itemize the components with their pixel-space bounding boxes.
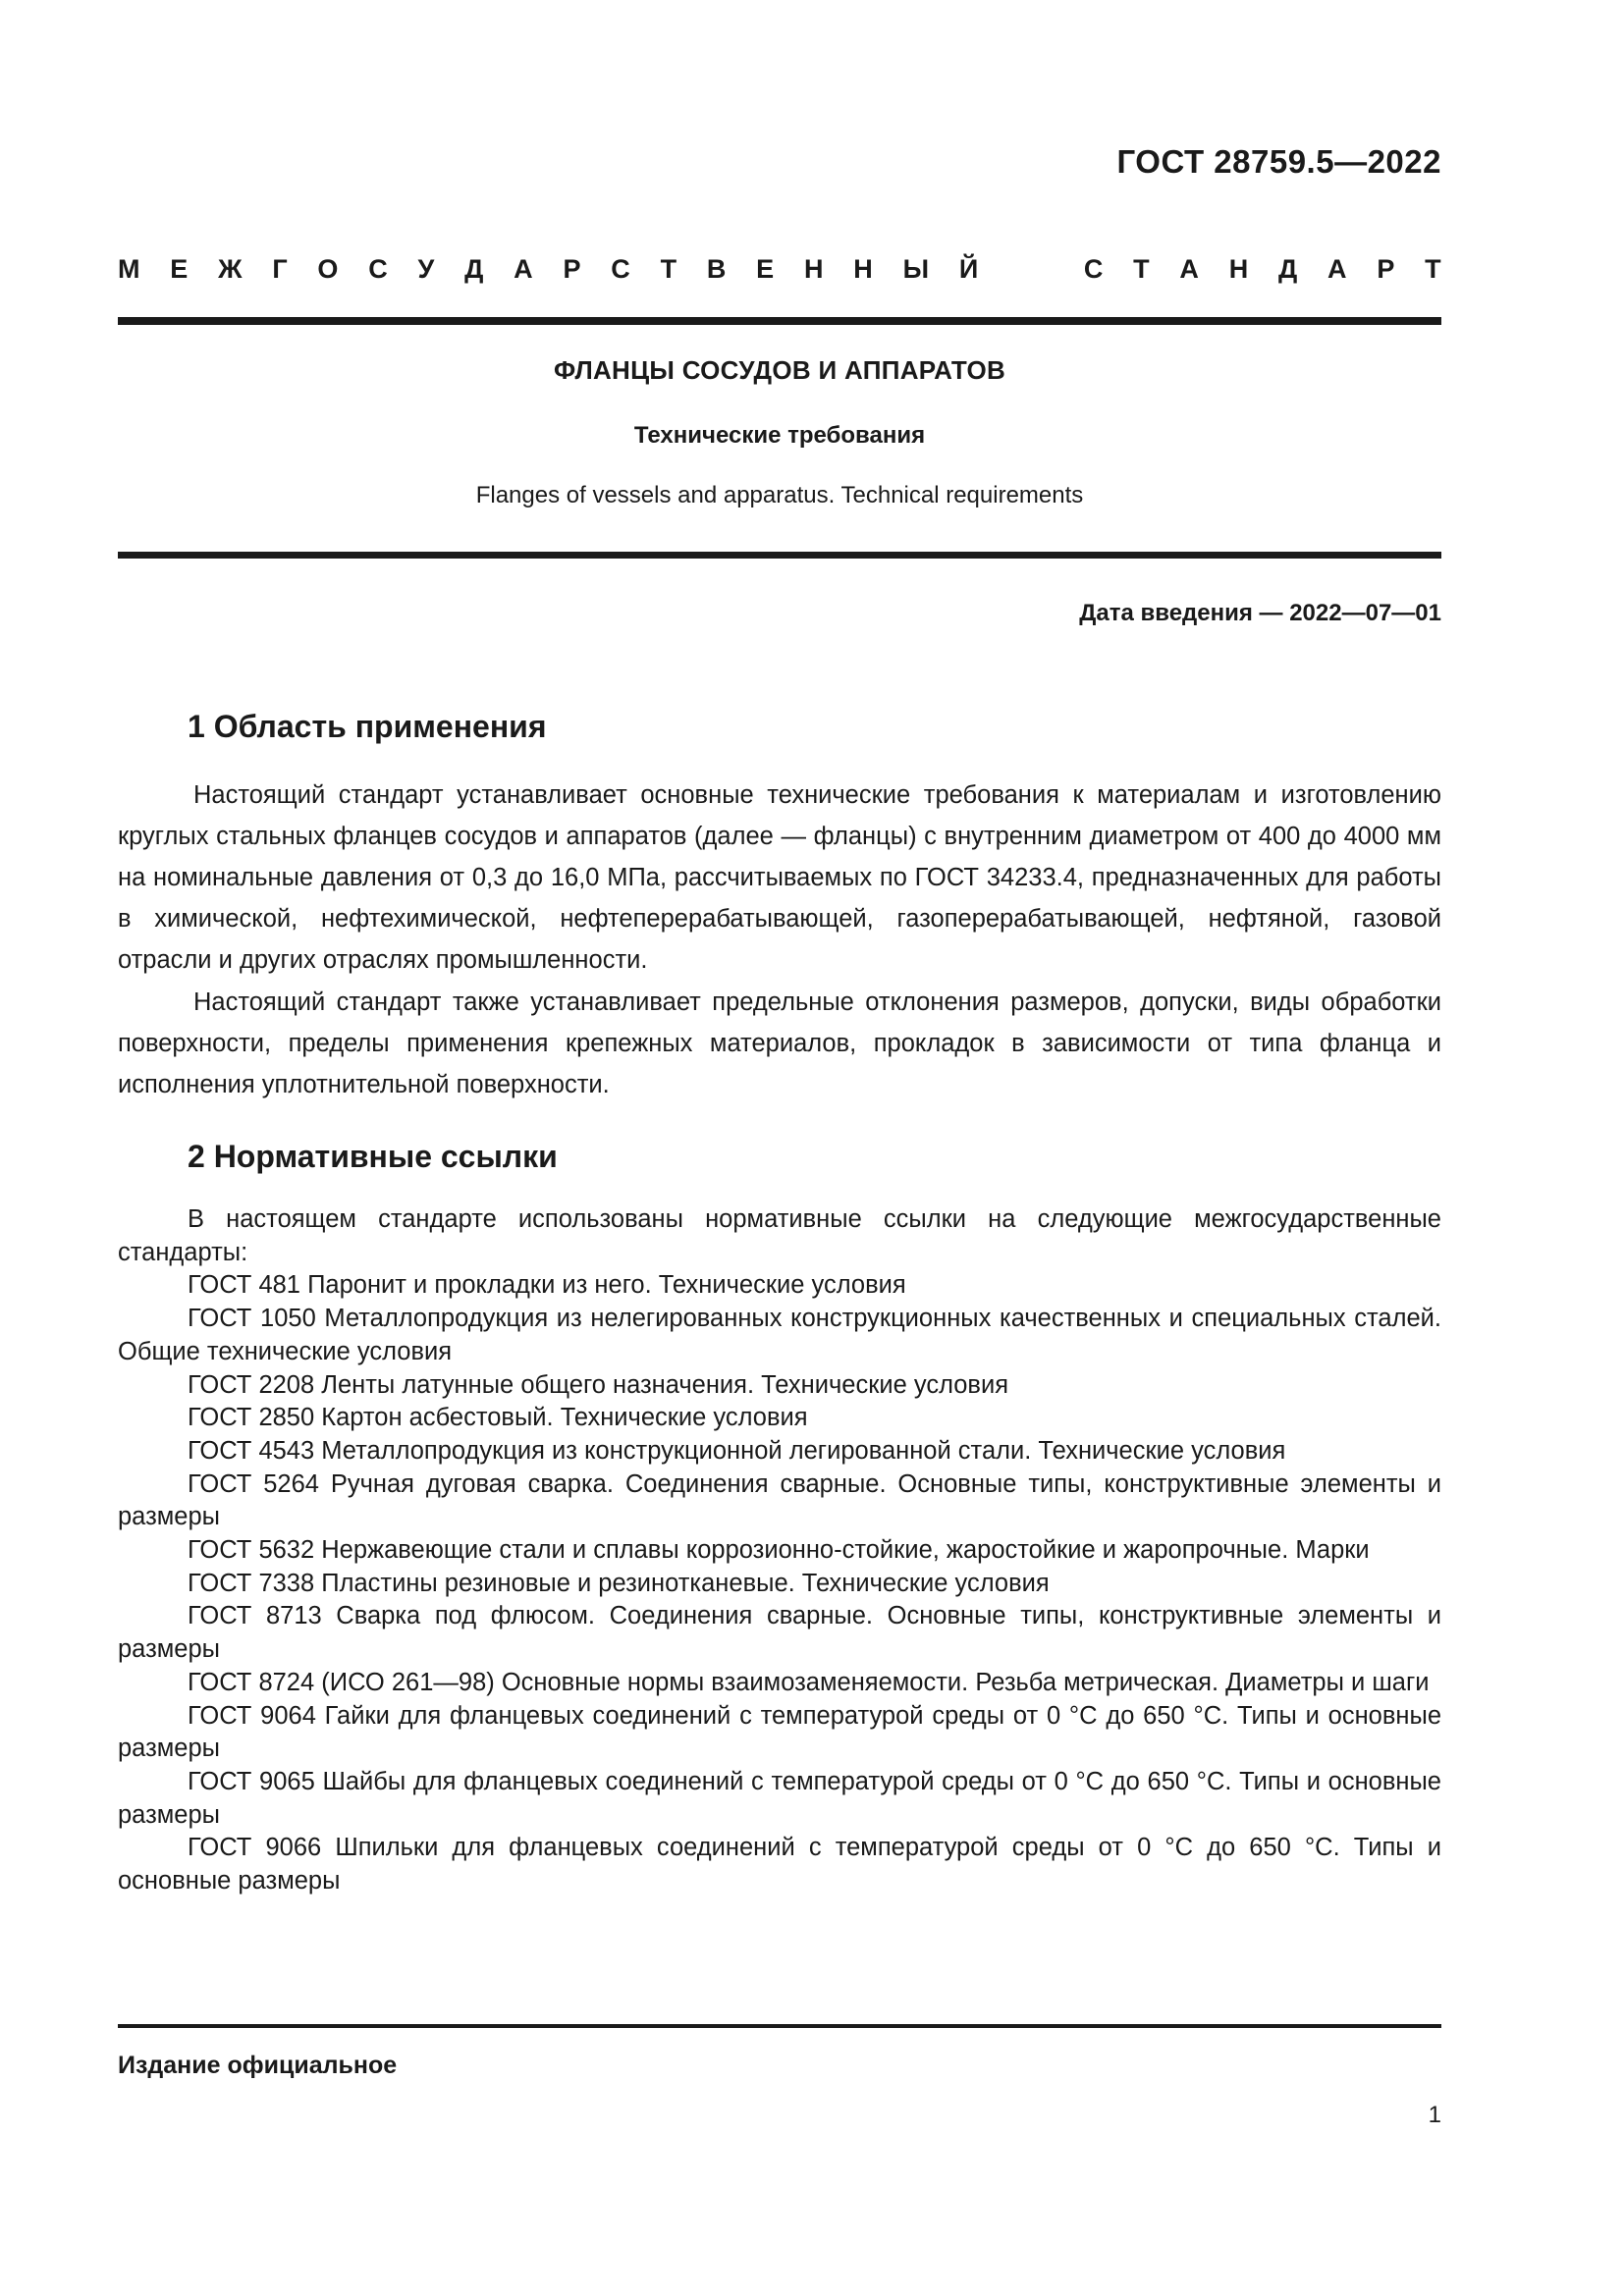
banner-letter: М: [118, 254, 140, 284]
banner-letter: Е: [756, 254, 775, 284]
banner-letter: Т: [1133, 254, 1150, 284]
section-1-heading: 1 Область применения: [188, 709, 547, 744]
banner-letter: С: [611, 254, 630, 284]
banner-letter: Д: [1278, 254, 1298, 284]
standard-number: ГОСТ 28759.5—2022: [1116, 143, 1441, 180]
banner-letter: Р: [563, 254, 581, 284]
section-1-paragraph-1: Настоящий стандарт устанавливает основные технические требования к материалам и изготовлению круглых стальных фланцев сосудов и аппаратов (далее — фланцы) с внутренним диаметром от 400 до 4000 мм на номинальные давления от 0,3 до 16,0 МПа, рассчитываемых по ГОСТ 34233.4, предназначенных для работы в химической, нефтехимической, нефтеперерабатывающей, газоперерабатывающей, нефтяной, газовой отрасли и других отраслях промышленности.: [118, 781, 1441, 974]
reference-item: ГОСТ 5264 Ручная дуговая сварка. Соединения сварные. Основные типы, конструктивные элементы и размеры: [118, 1469, 1441, 1531]
footer-rule: [118, 2024, 1441, 2028]
reference-item: ГОСТ 9065 Шайбы для фланцевых соединений с температурой среды от 0 °С до 650 °С. Типы и основные размеры: [118, 1767, 1441, 1829]
banner-letter: Е: [170, 254, 189, 284]
interstate-standard-banner: [118, 249, 1441, 289]
english-title: Flanges of vessels and apparatus. Technical requirements: [475, 482, 1084, 508]
banner-letter: С: [368, 254, 388, 284]
document-title: ФЛАНЦЫ СОСУДОВ И АППАРАТОВ: [553, 355, 1006, 385]
banner-letter: Й: [958, 254, 979, 284]
references-intro: В настоящем стандарте использованы нормативные ссылки на следующие межгосударственные стандарты:: [118, 1205, 1441, 1266]
banner-letter: Н: [1228, 254, 1249, 284]
reference-item: ГОСТ 9066 Шпильки для фланцевых соединений с температурой среды от 0 °С до 650 °С. Типы и основные размеры: [118, 1834, 1441, 1896]
reference-item: ГОСТ 9064 Гайки для фланцевых соединений с температурой среды от 0 °С до 650 °С. Типы и основные размеры: [118, 1701, 1441, 1763]
document-subtitle: Технические требования: [633, 422, 926, 449]
reference-item: ГОСТ 2208 Ленты латунные общего назначения. Технические условия: [188, 1370, 1009, 1399]
banner-letter: С: [1083, 254, 1104, 284]
reference-item: ГОСТ 5632 Нержавеющие стали и сплавы коррозионно-стойкие, жаростойкие и жаропрочные. Марки: [188, 1536, 1370, 1565]
banner-letter: Н: [853, 254, 873, 284]
normative-references-list: [118, 1203, 1441, 1898]
banner-word-gap: [1008, 249, 1054, 289]
banner-letter: О: [317, 254, 339, 284]
banner-letter: Г: [272, 254, 288, 284]
reference-item: ГОСТ 4543 Металлопродукция из конструкционной легированной стали. Технические условия: [188, 1436, 1286, 1465]
banner-letter: Д: [464, 254, 484, 284]
introduction-date: Дата введения — 2022—07—01: [1079, 600, 1441, 626]
section-2-heading: 2 Нормативные ссылки: [188, 1139, 558, 1174]
banner-letter: Ж: [218, 254, 243, 284]
banner-letter: А: [514, 254, 533, 284]
banner-letter: Т: [660, 254, 677, 284]
title-rule: [118, 552, 1441, 559]
top-rule: [118, 317, 1441, 325]
reference-item: ГОСТ 8713 Сварка под флюсом. Соединения сварные. Основные типы, конструктивные элементы и размеры: [118, 1602, 1441, 1664]
banner-letter: В: [706, 254, 727, 284]
banner-letter: Ы: [902, 254, 930, 284]
banner-letter: Т: [1425, 254, 1441, 284]
reference-item: ГОСТ 2850 Картон асбестовый. Технические условия: [188, 1404, 808, 1432]
banner-letter: Н: [803, 254, 824, 284]
banner-letter: А: [1179, 254, 1199, 284]
edition-note: Издание официальное: [118, 2052, 398, 2079]
banner-letter: У: [417, 254, 435, 284]
section-1-paragraph-2: Настоящий стандарт также устанавливает предельные отклонения размеров, допуски, виды обработки поверхности, пределы применения крепежных материалов, прокладок в зависимости от типа фланца и исполнения уплотнительной поверхности.: [118, 988, 1441, 1098]
banner-letter: Р: [1377, 254, 1395, 284]
reference-item: ГОСТ 8724 (ИСО 261—98) Основные нормы взаимозаменяемости. Резьба метрическая. Диаметры и шаги: [188, 1668, 1430, 1696]
banner-letter: А: [1327, 254, 1347, 284]
reference-item: ГОСТ 7338 Пластины резиновые и резинотканевые. Технические условия: [188, 1569, 1050, 1597]
reference-item: ГОСТ 1050 Металлопродукция из нелегированных конструкционных качественных и специальных сталей. Общие технические условия: [118, 1305, 1441, 1365]
page-number: 1: [1428, 2102, 1441, 2128]
reference-item: ГОСТ 481 Паронит и прокладки из него. Технические условия: [188, 1271, 906, 1300]
